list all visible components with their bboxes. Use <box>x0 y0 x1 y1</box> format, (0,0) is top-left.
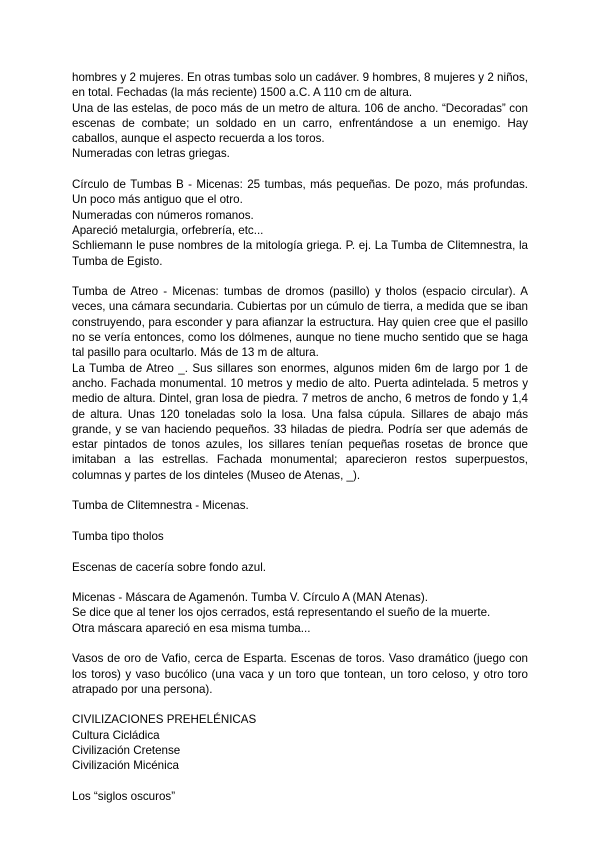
paragraph-spacer <box>72 544 528 559</box>
text-line: Apareció metalurgia, orfebrería, etc... <box>72 223 264 237</box>
text-line: Círculo de Tumbas B - Micenas: 25 tumbas, más pequeñas. De pozo, más profundas. Un poco más antiguo que el otro. <box>72 178 528 207</box>
paragraph-spacer <box>72 162 528 177</box>
list-item: Cultura Cicládica <box>72 728 160 742</box>
paragraph-spacer <box>72 514 528 529</box>
paragraph-mascara-agamenon <box>72 590 528 636</box>
text-line: Otra máscara apareció en esa misma tumba... <box>72 621 311 635</box>
text-line: Tumba de Atreo - Micenas: tumbas de dromos (pasillo) y tholos (espacio circular). A veces, una cámara secundaria. Cubiertas por un cúmulo de tierra, a medida que se iban construyendo, para esconder y para afianzar la estructura. Hay quien cree que el pasillo no se vería entonces, como los dólmenes, aunque no tiene mucho sentido que se haga tal pasillo para ocultarlo. Más de 13 m de altura. <box>72 285 528 360</box>
list-item: Civilización Micénica <box>72 759 179 773</box>
paragraph-spacer <box>72 483 528 498</box>
text-line: Numeradas con letras griegas. <box>72 147 230 161</box>
text-line: Tumba tipo tholos <box>72 529 164 543</box>
paragraph-circulo-b <box>72 177 528 269</box>
paragraph-spacer <box>72 774 528 789</box>
paragraph-civilizaciones <box>72 712 528 773</box>
section-heading: CIVILIZACIONES PREHELÉNICAS <box>72 713 257 727</box>
text-line: Se dice que al tener los ojos cerrados, está representando el sueño de la muerte. <box>72 606 491 620</box>
text-line: Numeradas con números romanos. <box>72 208 254 222</box>
text-line: Schliemann le puse nombres de la mitología griega. P. ej. La Tumba de Clitemnestra, la Tumba de Egisto. <box>72 239 528 268</box>
paragraph-spacer <box>72 575 528 590</box>
text-line: Escenas de cacería sobre fondo azul. <box>72 560 266 574</box>
paragraph-spacer <box>72 636 528 651</box>
text-line: Vasos de oro de Vafio, cerca de Esparta. Escenas de toros. Vaso dramático (juego con los toros) y vaso bucólico (una vaca y un toro que tontean, un toro celoso, y otro toro atrapado por una persona). <box>72 652 528 696</box>
document-body <box>72 70 528 804</box>
text-line: Micenas - Máscara de Agamenón. Tumba V. Círculo A (MAN Atenas). <box>72 591 428 605</box>
list-item: Civilización Cretense <box>72 744 181 758</box>
text-line: La Tumba de Atreo _. Sus sillares son enormes, algunos miden 6m de largo por 1 de ancho. Fachada monumental. 10 metros y medio de alto. Puerta adintelada. 5 metros y medio de altura. Dintel, gran losa de piedra. 7 metros de ancho, 6 metros de fondo y 1,4 de altura. Unas 120 toneladas solo la losa. Una falsa cúpula. Sillares de abajo más grande, y se van haciendo pequeños. 33 hiladas de piedra. Podría ser que además de estar pintados de tonos azules, los sillares tenían pequeñas rosetas de bronce que imitaban a las estrellas. Fachada monumental; aparecieron restos superpuestos, columnas y partes de los dinteles (Museo de Atenas, _). <box>72 361 528 482</box>
paragraph-spacer <box>72 269 528 284</box>
paragraph-tumba-atreo <box>72 284 528 483</box>
text-line: Tumba de Clitemnestra - Micenas. <box>72 499 249 513</box>
paragraph-spacer <box>72 697 528 712</box>
text-line: hombres y 2 mujeres. En otras tumbas solo un cadáver. 9 hombres, 8 mujeres y 2 niños, en total. Fechadas (la más reciente) 1500 a.C. A 110 cm de altura. <box>72 71 528 100</box>
text-line: Una de las estelas, de poco más de un metro de altura. 106 de ancho. “Decoradas” con escenas de combate; un soldado en un carro, enfrentándose a un enemigo. Hay caballos, aunque el aspecto recuerda a los toros. <box>72 101 528 146</box>
paragraph-tumbas-a <box>72 70 528 162</box>
text-line: Los “siglos oscuros” <box>72 789 176 803</box>
